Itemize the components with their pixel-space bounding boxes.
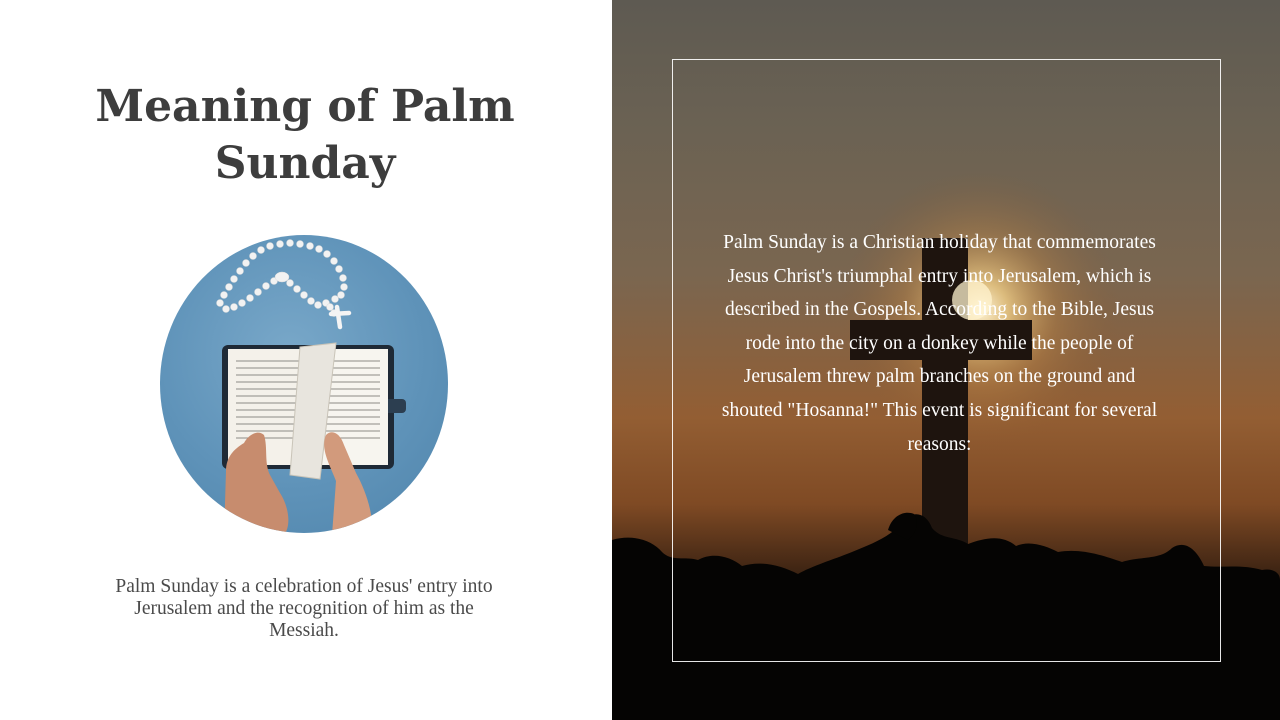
slide-caption: Palm Sunday is a celebration of Jesus' entry into Jerusalem and the recognition of him as the Messiah.: [115, 576, 493, 641]
cross-sunset-photo: [612, 0, 1280, 720]
bible-rosary-photo: [160, 235, 448, 533]
rosary-icon: [217, 240, 348, 317]
slide-body-text: Palm Sunday is a Christian holiday that commemorates Jesus Christ's triumphal entry into Jerusalem, which is described in the Gospels. According to the Bible, Jesus rode into the city on a donkey while the people of Jerusalem threw palm branches on the ground and shouted "Hosanna!" This event is significant for several reasons:: [721, 232, 1158, 455]
slide-title: Meaning of Palm Sunday: [95, 81, 515, 189]
left-panel: [0, 0, 612, 720]
